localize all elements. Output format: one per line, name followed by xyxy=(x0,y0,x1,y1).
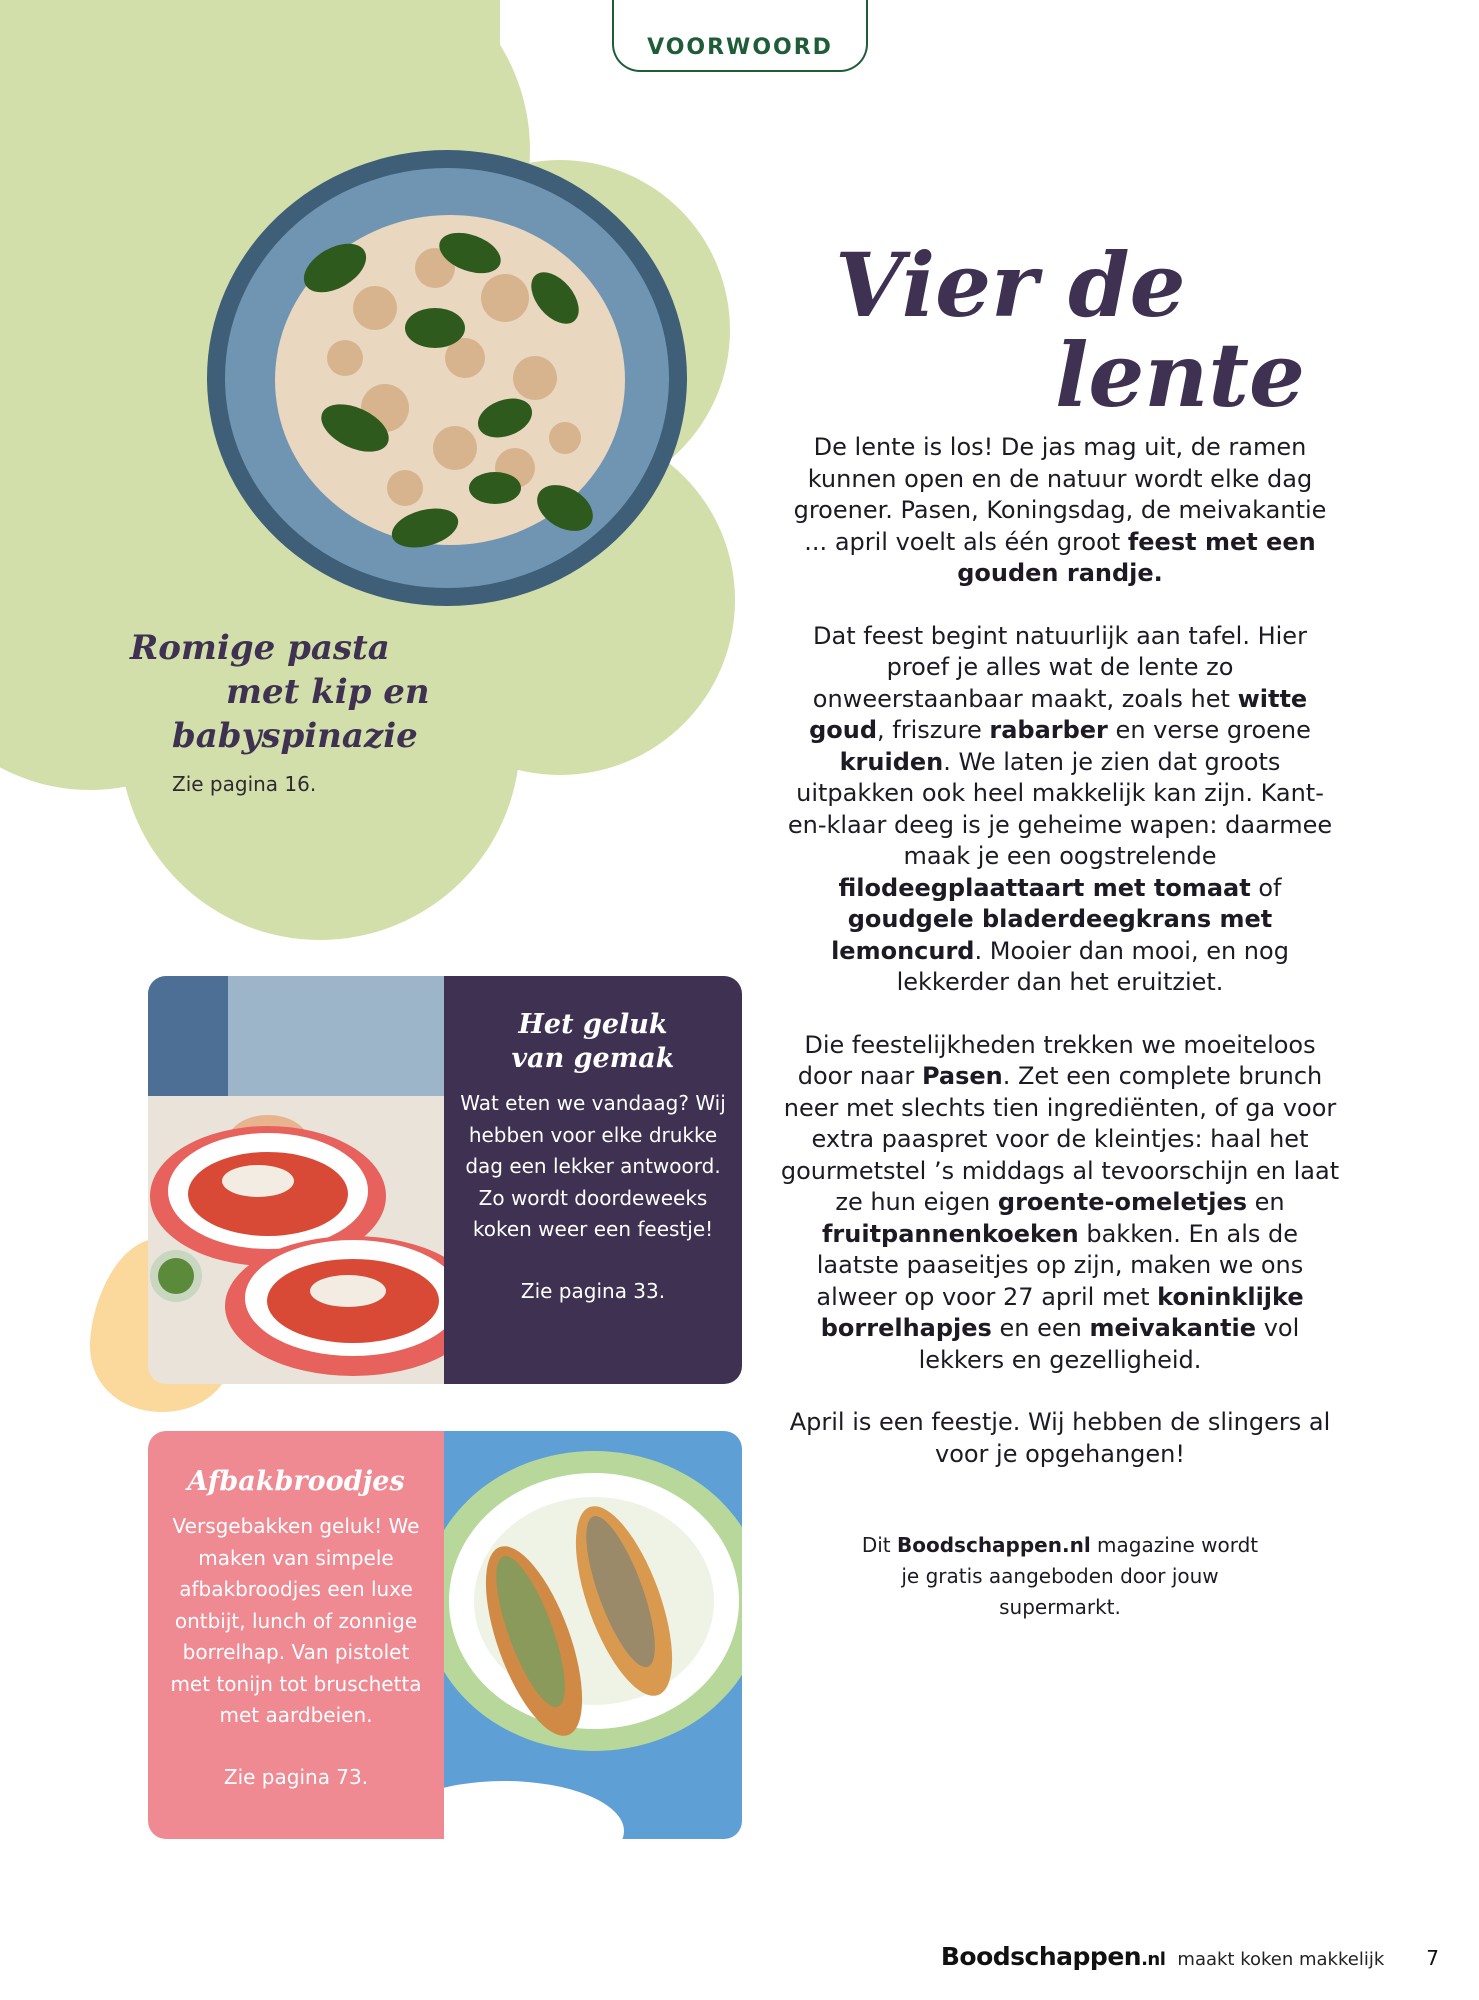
note-brand: Boodschappen.nl xyxy=(897,1533,1091,1557)
p2-bold-4: filodeegplaattaart met tomaat xyxy=(838,873,1251,902)
p2-text-2: , friszure xyxy=(877,716,982,744)
p2-text-4: . We laten je zien dat groots uitpakken ook heel makkelijk kan zijn. Kant-en-klaar deeg is je geheime wapen: daarmee maak je een oogstrelende xyxy=(787,747,1333,870)
card-het-geluk-van-gemak[interactable] xyxy=(148,976,742,1384)
p2-bold-1: witte goud xyxy=(809,684,1308,744)
p2-bold-2: rabarber xyxy=(989,716,1108,744)
sponsor-note xyxy=(860,1530,1260,1623)
p2-text-3: en verse groene xyxy=(1115,716,1311,744)
p3-bold-3: fruitpannenkoeken xyxy=(821,1219,1079,1248)
footer-brand xyxy=(941,1942,1166,1971)
card-gemak-title-line-1: Het geluk xyxy=(518,1009,668,1040)
paragraph-1-text: De lente is los! De jas mag uit, de ramen kunnen open en de natuur wordt elke dag groener. Pasen, Koningsdag, de meivakantie ... april voelt als één groot xyxy=(793,433,1327,556)
card-gemak-text: Wat eten we vandaag? Wij hebben voor elke drukke dag een lekker antwoord. Zo wordt doordeweeks koken weer een feestje! xyxy=(460,1091,726,1241)
paragraph-2 xyxy=(780,621,1340,999)
article-title xyxy=(835,233,1306,427)
section-tab xyxy=(612,0,868,72)
feature-page-reference: Zie pagina 16. xyxy=(172,772,317,796)
card-broodjes-page-reference: Zie pagina 73. xyxy=(223,1764,369,1789)
card-gemak-panel xyxy=(444,976,742,1384)
paragraph-1-bold: feest met een gouden randje. xyxy=(957,527,1316,587)
p3-bold-5: meivakantie xyxy=(1089,1314,1257,1342)
note-text-1: Dit xyxy=(861,1533,891,1557)
pasta-bowl-image xyxy=(205,148,690,608)
card-broodjes-text: Versgebakken geluk! We maken van simpele afbakbroodjes een luxe ontbijt, lunch of zonnige borrelhap. Van pistolet met tonijn tot bruschetta met aardbeien. xyxy=(170,1514,422,1727)
card-gemak-title xyxy=(444,1008,742,1076)
sandwich-plate-image xyxy=(444,1431,742,1839)
page-number: 7 xyxy=(1426,1946,1439,1970)
page-footer xyxy=(941,1942,1439,1971)
p3-text-6: vol lekkers en gezelligheid. xyxy=(918,1314,1300,1374)
p3-text-3: en xyxy=(1254,1188,1285,1216)
p3-text-2: . Zet een complete brunch neer met slechts tien ingrediënten, of ga voor extra paaspret voor de kleintjes: haal het gourmetstel ’s middags al tevoorschijn en laat ze hun eigen xyxy=(780,1062,1340,1216)
intro-text xyxy=(780,432,1340,1501)
p2-text-1: Dat feest begint natuurlijk aan tafel. Hier proef je alles wat de lente zo onweerstaanbaar maakt, zoals het xyxy=(812,621,1307,713)
feature-title-line-3: babyspinazie xyxy=(172,716,418,756)
p3-text-5: en een xyxy=(999,1314,1082,1342)
p2-text-5: of xyxy=(1258,873,1282,902)
footer-tagline: maakt koken makkelijk xyxy=(1177,1949,1385,1970)
p2-bold-3: kruiden xyxy=(839,747,944,776)
paragraph-1 xyxy=(780,432,1340,590)
p3-text-1: Die feestelijkheden trekken we moeiteloos door naar xyxy=(797,1030,1316,1090)
section-tab-label: VOORWOORD xyxy=(647,35,833,60)
note-text-2: magazine wordt je gratis aangeboden door jouw supermarkt. xyxy=(901,1533,1259,1619)
feature-title-line-1: Romige pasta xyxy=(130,628,390,668)
title-line-1: Vier de xyxy=(835,233,1186,337)
footer-brand-name: Boodschappen xyxy=(940,1942,1142,1971)
title-line-2: lente xyxy=(1055,323,1306,427)
footer-brand-suffix: .nl xyxy=(1141,1949,1166,1970)
card-gemak-title-line-2: van gemak xyxy=(511,1043,675,1074)
card-broodjes-panel xyxy=(148,1431,444,1839)
p3-text-4: bakken. En als de laatste paaseitjes op zijn, maken we ons alweer op voor 27 april met xyxy=(816,1219,1304,1311)
feature-recipe-title xyxy=(130,626,450,758)
p2-text-6: . Mooier dan mooi, en nog lekkerder dan het eruitziet. xyxy=(896,936,1289,996)
feature-title-line-2: met kip en xyxy=(226,672,430,712)
paragraph-4: April is een feestje. Wij hebben de slingers al voor je opgehangen! xyxy=(789,1408,1331,1468)
paragraph-3 xyxy=(780,1030,1340,1377)
card-broodjes-title: Afbakbroodjes xyxy=(187,1466,405,1497)
p2-bold-5: goudgele bladerdeegkrans met lemoncurd xyxy=(831,905,1273,965)
p3-bold-1: Pasen xyxy=(921,1062,1003,1090)
p3-bold-4: koninklijke borrelhapjes xyxy=(820,1282,1304,1342)
fish-dish-image xyxy=(148,976,444,1384)
card-gemak-page-reference: Zie pagina 33. xyxy=(520,1278,666,1303)
p3-bold-2: groente-omeletjes xyxy=(997,1188,1248,1216)
card-afbakbroodjes[interactable] xyxy=(148,1431,742,1839)
